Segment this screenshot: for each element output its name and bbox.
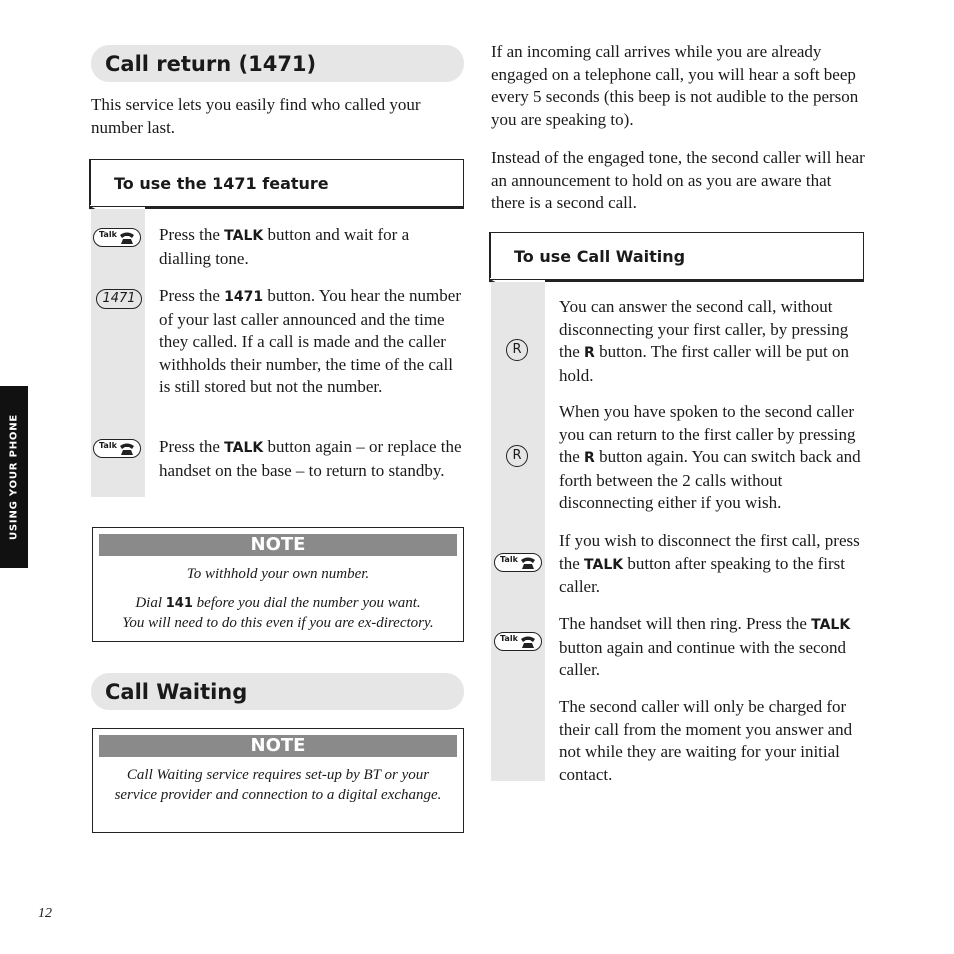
talk-icon-label: Talk <box>99 230 117 239</box>
box-title-1471: To use the 1471 feature <box>114 173 329 193</box>
box-title-call-waiting: To use Call Waiting <box>514 246 686 266</box>
talk-button-icon <box>93 439 141 458</box>
instruction-box-header-1471 <box>89 159 464 209</box>
talk-button-icon <box>494 553 542 572</box>
1471-button-icon: 1471 <box>96 289 142 309</box>
note-label: NOTE <box>99 534 457 556</box>
step-call-waiting-5: The second caller will only be charged for their call from the moment you answer and not while they are waiting for your initial contact. <box>559 697 853 784</box>
talk-icon-label: Talk <box>500 555 518 564</box>
talk-button-icon <box>93 228 141 247</box>
note-line-2: Dial 141 before you dial the number you want. <box>135 595 421 611</box>
step-call-waiting-1: You can answer the second call, without disconnecting your first caller, by pressing the R button. The first caller will be put on hold. <box>559 297 849 385</box>
section-heading-call-waiting <box>91 673 464 710</box>
r-button-icon: R <box>506 445 528 467</box>
note-box-call-waiting <box>92 728 464 833</box>
step-call-waiting-2: When you have spoken to the second caller you can return to the first caller by pressing the R button again. You can switch back and forth between the 2 calls without disconnecting either if you wish. <box>559 402 861 512</box>
step-1471-2: Press the 1471 button. You hear the number of your last caller announced and the time they called. If a call is made and the caller withholds their number, the time of the call is still stored but not the number. <box>159 286 461 396</box>
talk-icon-label: Talk <box>99 441 117 450</box>
side-tab-label: USING YOUR PHONE <box>8 414 20 540</box>
talk-button-icon <box>494 632 542 651</box>
page-number: 12 <box>38 906 52 921</box>
step-call-waiting-4: The handset will then ring. Press the TALK button again and continue with the second caller. <box>559 614 851 679</box>
note-text: Call Waiting service requires set-up by BT or your service provider and connection to a digital exchange. <box>114 767 442 803</box>
step-call-waiting-3: If you wish to disconnect the first call, press the TALK button after speaking to the first caller. <box>559 531 860 596</box>
talk-icon-label: Talk <box>500 634 518 643</box>
note-line-1: To withhold your own number. <box>186 566 370 582</box>
instruction-box-header-call-waiting <box>489 232 864 282</box>
note-box-withhold <box>92 527 464 642</box>
call-waiting-para-2: Instead of the engaged tone, the second caller will hear an announcement to hold on as you are aware that there is a second call. <box>491 148 865 212</box>
call-waiting-para-1: If an incoming call arrives while you are already engaged on a telephone call, you will hear a soft beep every 5 seconds (this beep is not audible to the person you are speaking to). <box>491 42 859 129</box>
note-label: NOTE <box>99 735 457 757</box>
r-button-icon: R <box>506 339 528 361</box>
call-return-title: Call return (1471) <box>105 51 317 76</box>
step-1471-1: Press the TALK button and wait for a dialling tone. <box>159 225 410 268</box>
side-section-tab <box>0 386 28 568</box>
step-1471-3: Press the TALK button again – or replace the handset on the base – to return to standby. <box>159 437 462 480</box>
call-waiting-title: Call Waiting <box>105 679 248 704</box>
note-line-3: You will need to do this even if you are ex-directory. <box>122 615 434 631</box>
call-return-intro: This service lets you easily find who called your number last. <box>91 95 421 137</box>
section-heading-call-return <box>91 45 464 82</box>
